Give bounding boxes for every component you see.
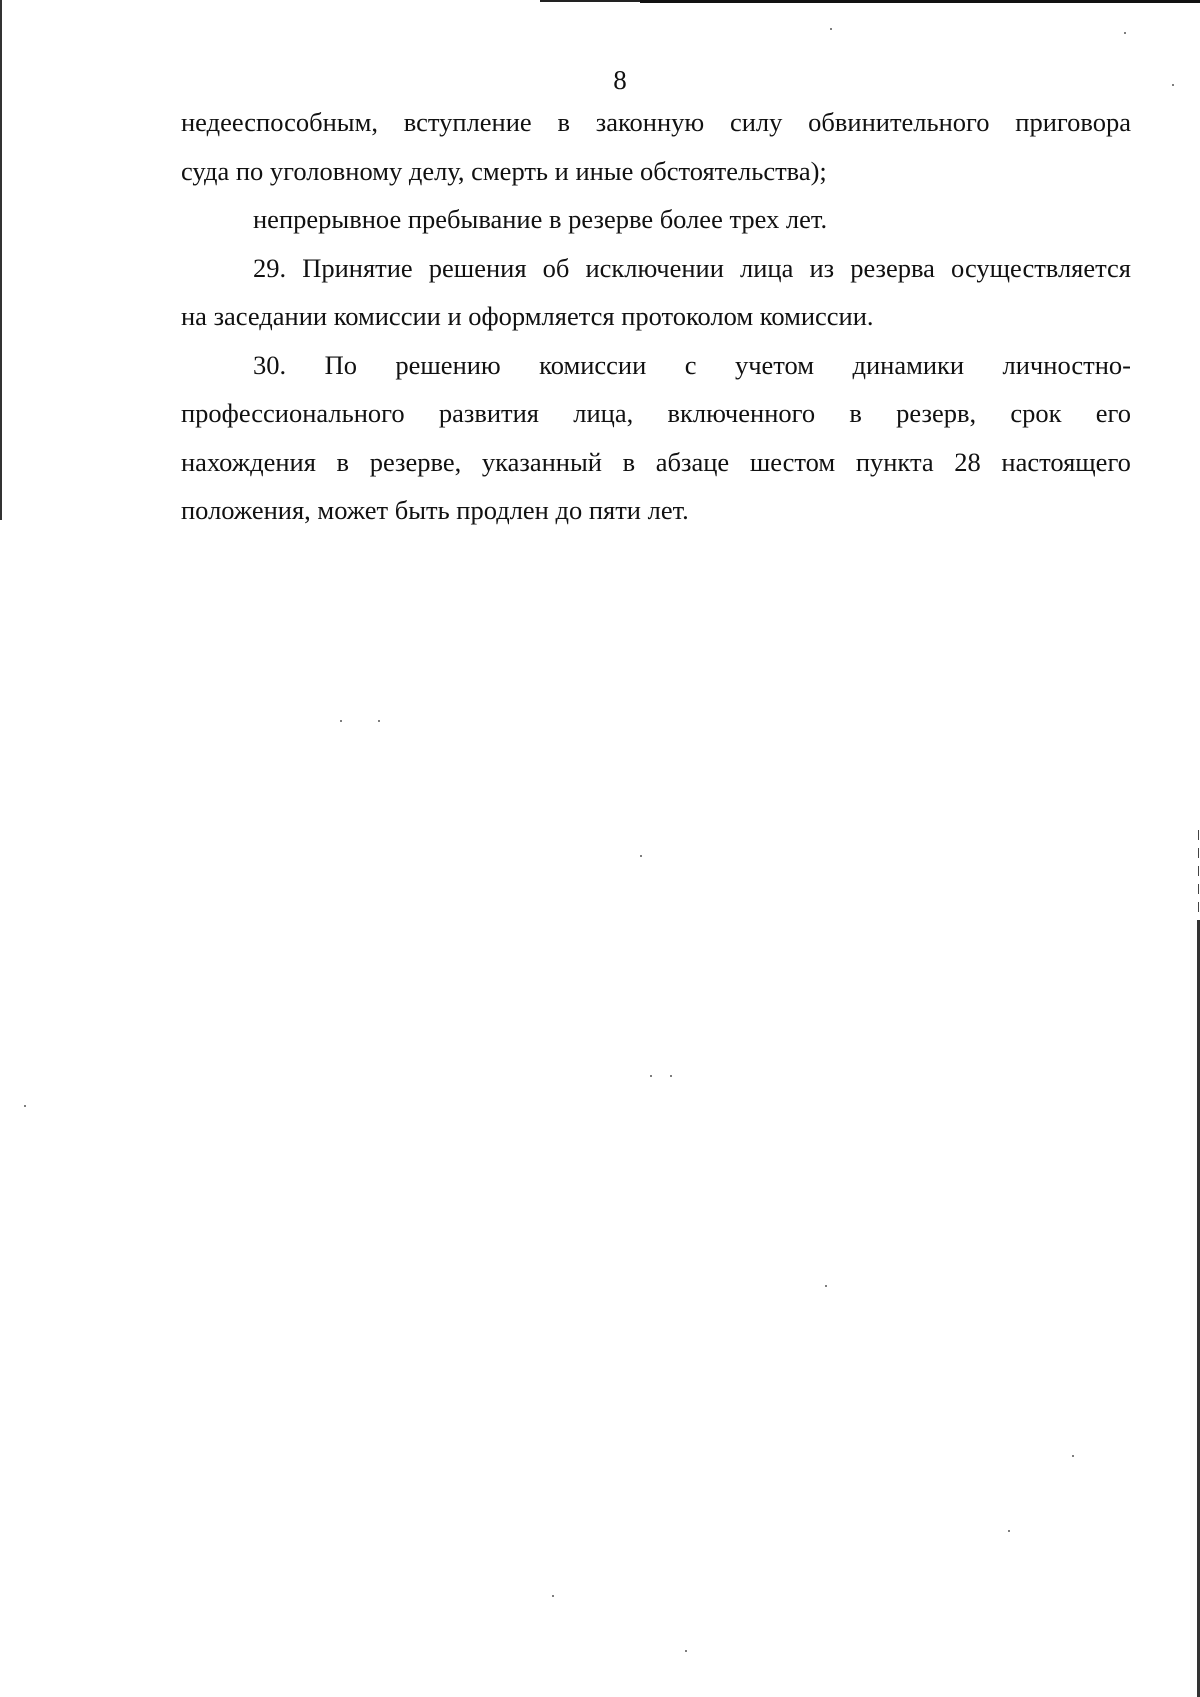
word: профессионального: [181, 398, 405, 428]
scan-speck: [1124, 32, 1126, 34]
paragraph-30-line-4: положения, может быть продлен до пяти лет.: [181, 495, 689, 525]
word: его: [1095, 398, 1131, 428]
page-number: 8: [613, 65, 627, 95]
word: резерв,: [896, 398, 977, 428]
scan-speck: [825, 1285, 827, 1287]
word: решению: [395, 349, 501, 380]
scan-speck: [650, 1075, 652, 1077]
word: срок: [1010, 398, 1062, 428]
word: в: [622, 446, 636, 477]
word: пункта: [855, 446, 934, 477]
word: абзаце: [655, 446, 730, 477]
word: включенного: [667, 398, 816, 428]
word: недееспособным,: [181, 107, 378, 137]
word: лица,: [573, 398, 634, 428]
scan-speck: [552, 1595, 554, 1597]
word: законную: [595, 107, 705, 137]
word: По: [324, 349, 357, 380]
word: исключении: [585, 252, 724, 283]
text-line-2: суда по уголовному делу, смерть и иные обстоятельства);: [181, 155, 827, 186]
document-body: [181, 98, 1131, 535]
word: из: [809, 252, 835, 283]
text-line-3: непрерывное пребывание в резерве более трех лет.: [253, 204, 828, 234]
word: в: [557, 107, 570, 137]
word: учетом: [734, 349, 815, 380]
word: 28: [954, 446, 981, 477]
word: лица: [740, 252, 794, 283]
word: с: [684, 349, 697, 380]
word: об: [542, 252, 570, 283]
paragraph-30-line-3: [181, 438, 1131, 487]
scan-speck: [1008, 1530, 1010, 1532]
paragraph-number: 29.: [253, 252, 287, 283]
word: в: [336, 446, 350, 477]
word: нахождения: [181, 446, 316, 477]
scan-speck: [685, 1650, 687, 1652]
word: развития: [438, 398, 540, 428]
scan-speck: [670, 1075, 672, 1077]
word: решения: [428, 252, 527, 283]
word: настоящего: [1001, 446, 1131, 477]
scan-speck: [24, 1105, 26, 1107]
paragraph-29-line-2: на заседании комиссии и оформляется протоколом комиссии.: [181, 301, 874, 331]
word: комиссии: [539, 349, 647, 380]
paragraph-30-line-1: [181, 341, 1131, 390]
word: указанный: [481, 446, 602, 477]
word: приговора: [1015, 107, 1131, 137]
scan-speck: [1072, 1455, 1074, 1457]
word: осуществляется: [951, 252, 1131, 283]
paragraph-30-line-2: [181, 389, 1131, 438]
scan-speck: [830, 28, 832, 30]
word: вступление: [403, 107, 532, 137]
word: резерва: [850, 252, 935, 283]
paragraph-29-line-1: [181, 244, 1131, 293]
word: в: [849, 398, 862, 428]
scan-border-right-dashed: [1198, 830, 1199, 920]
scan-speck: [640, 855, 642, 857]
scan-speck: [340, 720, 342, 722]
word: силу: [729, 107, 783, 137]
word: динамики: [852, 349, 965, 380]
scan-speck: [378, 720, 380, 722]
paragraph-number: 30.: [253, 349, 287, 380]
word: резерве,: [369, 446, 462, 477]
scan-border-top-dark: [640, 0, 1200, 3]
word: шестом: [749, 446, 836, 477]
word: личностно-: [1002, 349, 1131, 380]
word: обвинительного: [808, 107, 990, 137]
word: Принятие: [302, 252, 413, 283]
text-line-1: [181, 98, 1131, 147]
